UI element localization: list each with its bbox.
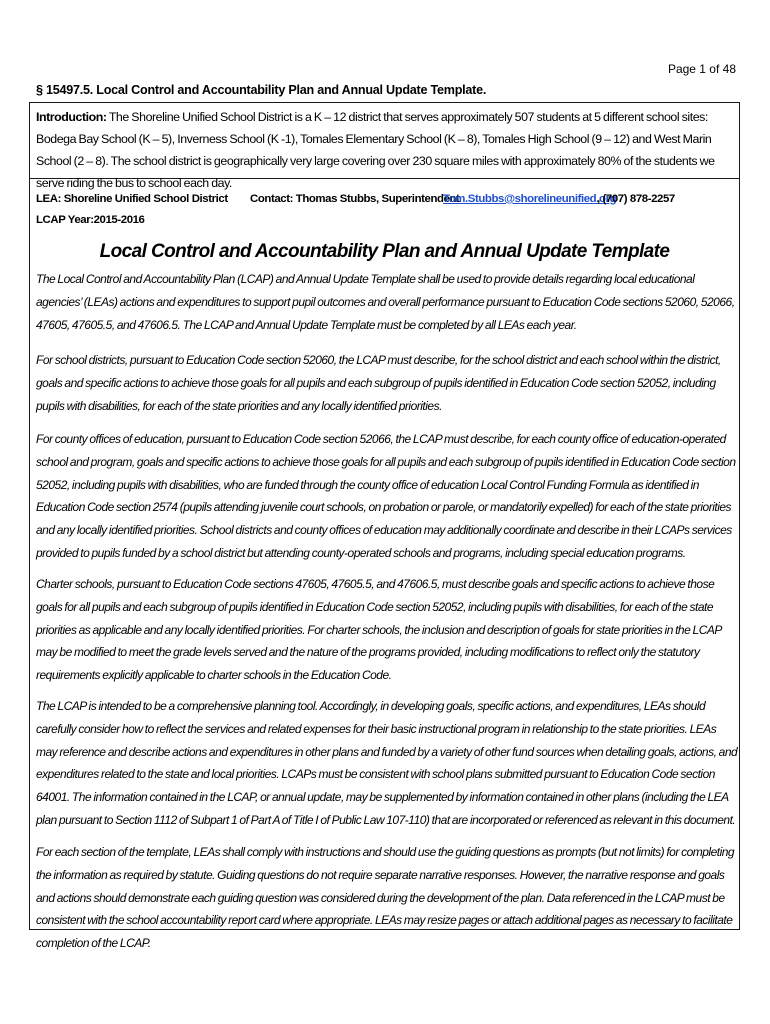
- contact-email-link[interactable]: Tom.Stubbs@shorelineunified.org: [443, 193, 617, 205]
- page-number: Page 1 of 48: [667, 62, 736, 76]
- lcap-year: LCAP Year:2015-2016: [36, 214, 145, 226]
- lea-contact: Contact: Thomas Stubbs, Superintendent: [250, 193, 460, 205]
- lea-name: LEA: Shoreline Unified School District: [36, 193, 228, 205]
- section-heading: § 15497.5. Local Control and Accountability Plan and Annual Update Template.: [36, 83, 487, 97]
- lea-info-row: [36, 193, 736, 215]
- introduction-box: [30, 103, 739, 190]
- introduction-text: The Shoreline Unified School District is a K – 12 district that serves approximately 507 students at 5 different school sites: Bodega Bay School (K – 5), Inverness School (K -1), Tomales Elementary School (K – 8), Tomales High School (9 – 12) and West Marin School (2 – 8). The school district is geographically very large covering over 230 square miles with approximately 80% of the students we serve riding the bus to school each day.: [36, 110, 715, 190]
- document-title: Local Control and Accountability Plan and Annual Update Template: [99, 241, 670, 262]
- paragraph-template-instructions: For each section of the template, LEAs shall comply with instructions and should use the guiding questions as prompts (but not limits) for completing the information as required by statute. Guiding questions do not require separate narrative responses. However, the narrative response and goals and actions should demonstrate each guiding question was considered during the development of the plan. Data referenced in the LCAP must be consistent with the school accountability report card where appropriate. LEAs may resize pages or attach additional pages as necessary to facilitate completion of the LCAP.: [36, 845, 735, 951]
- contact-phone: , (707) 878-2257: [597, 193, 675, 205]
- paragraph-county-offices: For county offices of education, pursuant to Education Code section 52066, the LCAP must describe, for each county office of education-operated school and program, goals and specific actions to achieve those goals for all pupils and each subgroup of pupils identified in Education Code section 52052, including pupils with disabilities, who are funded through the county office of education Local Control Funding Formula as identified in Education Code section 2574 (pupils attending juvenile court schools, on probation or parole, or mandatorily expelled) for each of the state priorities and any locally identified priorities. School districts and county offices of education may additionally coordinate and describe in their LCAPs services provided to pupils funded by a school district but attending county-operated schools and programs, including special education programs.: [36, 432, 736, 560]
- introduction-label: Introduction:: [36, 110, 107, 124]
- paragraph-planning-tool: The LCAP is intended to be a comprehensive planning tool. Accordingly, in developing goals, specific actions, and expenditures, LEAs should carefully consider how to reflect the services and related expenses for their basic instructional program in relationship to the state priorities. LEAs may reference and describe actions and expenditures in other plans and funded by a variety of other fund sources when detailing goals, actions, and expenditures related to the state and local priorities. LCAPs must be consistent with school plans submitted pursuant to Education Code section 64001. The information contained in the LCAP, or annual update, may be supplemented by information contained in other plans (including the LEA plan pursuant to Section 1112 of Subpart 1 of Part A of Title I of Public Law 107-110) that are incorporated or referenced as relevant in this document.: [36, 699, 738, 827]
- introduction: [36, 106, 738, 194]
- document-frame: [29, 102, 740, 951]
- paragraph-charter-schools: Charter schools, pursuant to Education Code sections 47605, 47605.5, and 47606.5, must describe goals and specific actions to achieve those goals for all pupils and each subgroup of pupils identified in Education Code section 52052, including pupils with disabilities, for each of the state priorities as applicable and any locally identified priorities. For charter schools, the inclusion and description of goals for state priorities in the LCAP may be modified to meet the grade levels served and the nature of the programs provided, including modifications to reflect only the statutory requirements explicitly applicable to charter schools in the Education Code.: [36, 577, 722, 683]
- paragraph-purpose: The Local Control and Accountability Plan (LCAP) and Annual Update Template shall be used to provide details regarding local educational agencies’ (LEAs) actions and expenditures to support pupil outcomes and overall performance pursuant to Education Code sections 52060, 52066, 47605, 47605.5, and 47606.5. The LCAP and Annual Update Template must be completed by all LEAs each year.: [36, 272, 735, 332]
- paragraph-school-districts: For school districts, pursuant to Education Code section 52060, the LCAP must describe, for the school district and each school within the district, goals and specific actions to achieve those goals for all pupils and each subgroup of pupils identified in Education Code section 52052, including pupils with disabilities, for each of the state priorities and any locally identified priorities.: [36, 353, 721, 413]
